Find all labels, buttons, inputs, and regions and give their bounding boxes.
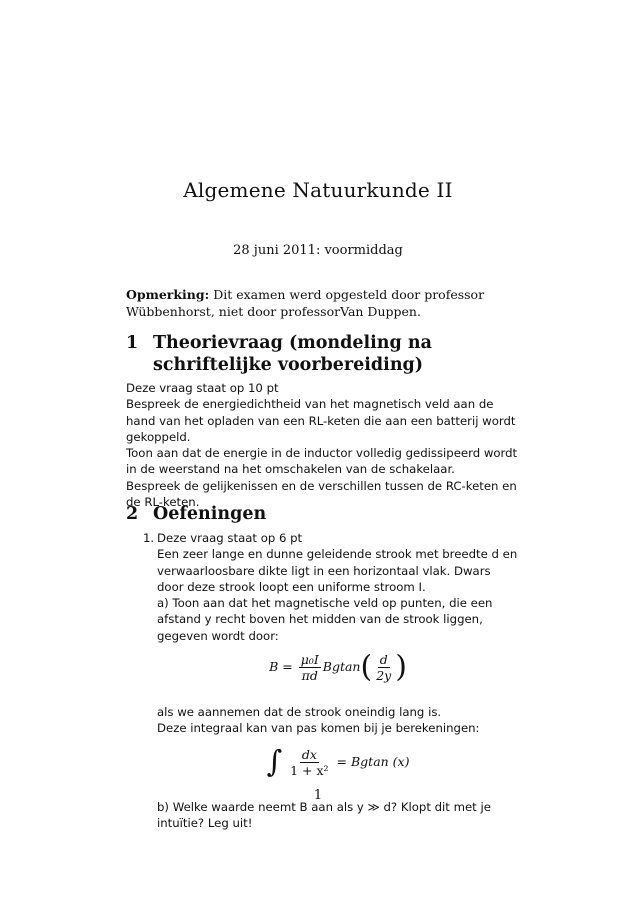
- exercise-1-part-a: a) Toon aan dat het magnetische veld op punten, die een afstand y recht boven het midden van de strook liggen, gegeven wordt door:: [157, 596, 493, 643]
- eq1-function: Bgtan: [322, 659, 361, 675]
- equation-integral: [157, 744, 519, 791]
- eq1-lhs: B =: [269, 659, 293, 675]
- exercise-list: [143, 530, 519, 831]
- section-1-heading: [126, 332, 518, 376]
- section-1-number: 1: [126, 333, 139, 353]
- document-date: 28 juni 2011: voormiddag: [233, 243, 403, 258]
- section-2-number: 2: [126, 504, 139, 524]
- eq2-denominator: 1 + x²: [290, 762, 329, 778]
- document-title: Algemene Natuurkunde II: [183, 178, 453, 202]
- eq1-numerator: μ₀I: [300, 652, 319, 668]
- eq1-denominator: πd: [301, 668, 318, 684]
- section-2-heading: [126, 503, 518, 525]
- remark-text: Dit examen werd opgesteld door professor Wübbenhorst, niet door professorVan Duppen.: [126, 287, 485, 319]
- section-1-paragraph: Toon aan dat de energie in de inductor volledig gedissipeerd wordt in de weerstand na het omschakelen van de schakelaar.: [126, 446, 518, 477]
- eq1-inner-numerator: d: [379, 652, 388, 668]
- eq1-left-paren: (: [360, 649, 373, 685]
- section-1-paragraph: Bespreek de energiedichtheid van het magnetisch veld aan de hand van het opladen van een RL-keten die aan een batterij wordt gekoppeld.: [126, 397, 516, 444]
- section-1-paragraph: Deze vraag staat op 10 pt: [126, 381, 279, 395]
- exercise-1-points: Deze vraag staat op 6 pt: [157, 531, 303, 545]
- eq1-inner-denominator: 2y: [376, 668, 392, 684]
- eq2-fraction: [288, 747, 330, 778]
- section-1-body: [126, 380, 518, 510]
- exercise-1-part-b: b) Welke waarde neemt B aan als y ≫ d? Klopt dit met je intuïtie? Leg uit!: [157, 799, 491, 830]
- exercise-1-marker: 1.: [143, 531, 155, 545]
- exercise-1-content: [157, 530, 519, 831]
- section-2-title: Oefeningen: [153, 504, 267, 524]
- eq2-rhs: = Bgtan (x): [336, 753, 410, 769]
- section-1-title: Theorievraag (mondeling na schriftelijke voorbereiding): [153, 333, 432, 375]
- eq2-integral-sign: ∫: [266, 744, 283, 780]
- eq2-numerator: dx: [301, 746, 317, 762]
- equation-magnetic-field: [157, 649, 519, 696]
- eq1-inner-fraction: [374, 652, 393, 683]
- eq1-fraction: [299, 652, 321, 683]
- remark-paragraph: [126, 286, 516, 320]
- section-1-paragraph: Bespreek de gelijkenissen en de verschillen tussen de RC-keten en de RL-keten.: [126, 478, 517, 510]
- exercise-1-description: Een zeer lange en dunne geleidende strook met breedte d en verwaarloosbare dikte ligt in een horizontaal vlak. Dwars door deze strook loopt een uniforme stroom I.: [157, 547, 518, 594]
- remark-label: Opmerking:: [126, 287, 210, 302]
- exercise-1-hint: Deze integraal kan van pas komen bij je berekeningen:: [157, 721, 480, 736]
- eq1-right-paren: ): [395, 649, 407, 685]
- page-number: 1: [313, 788, 323, 803]
- exercise-1-assumption: als we aannemen dat de strook oneindig lang is.: [157, 705, 442, 720]
